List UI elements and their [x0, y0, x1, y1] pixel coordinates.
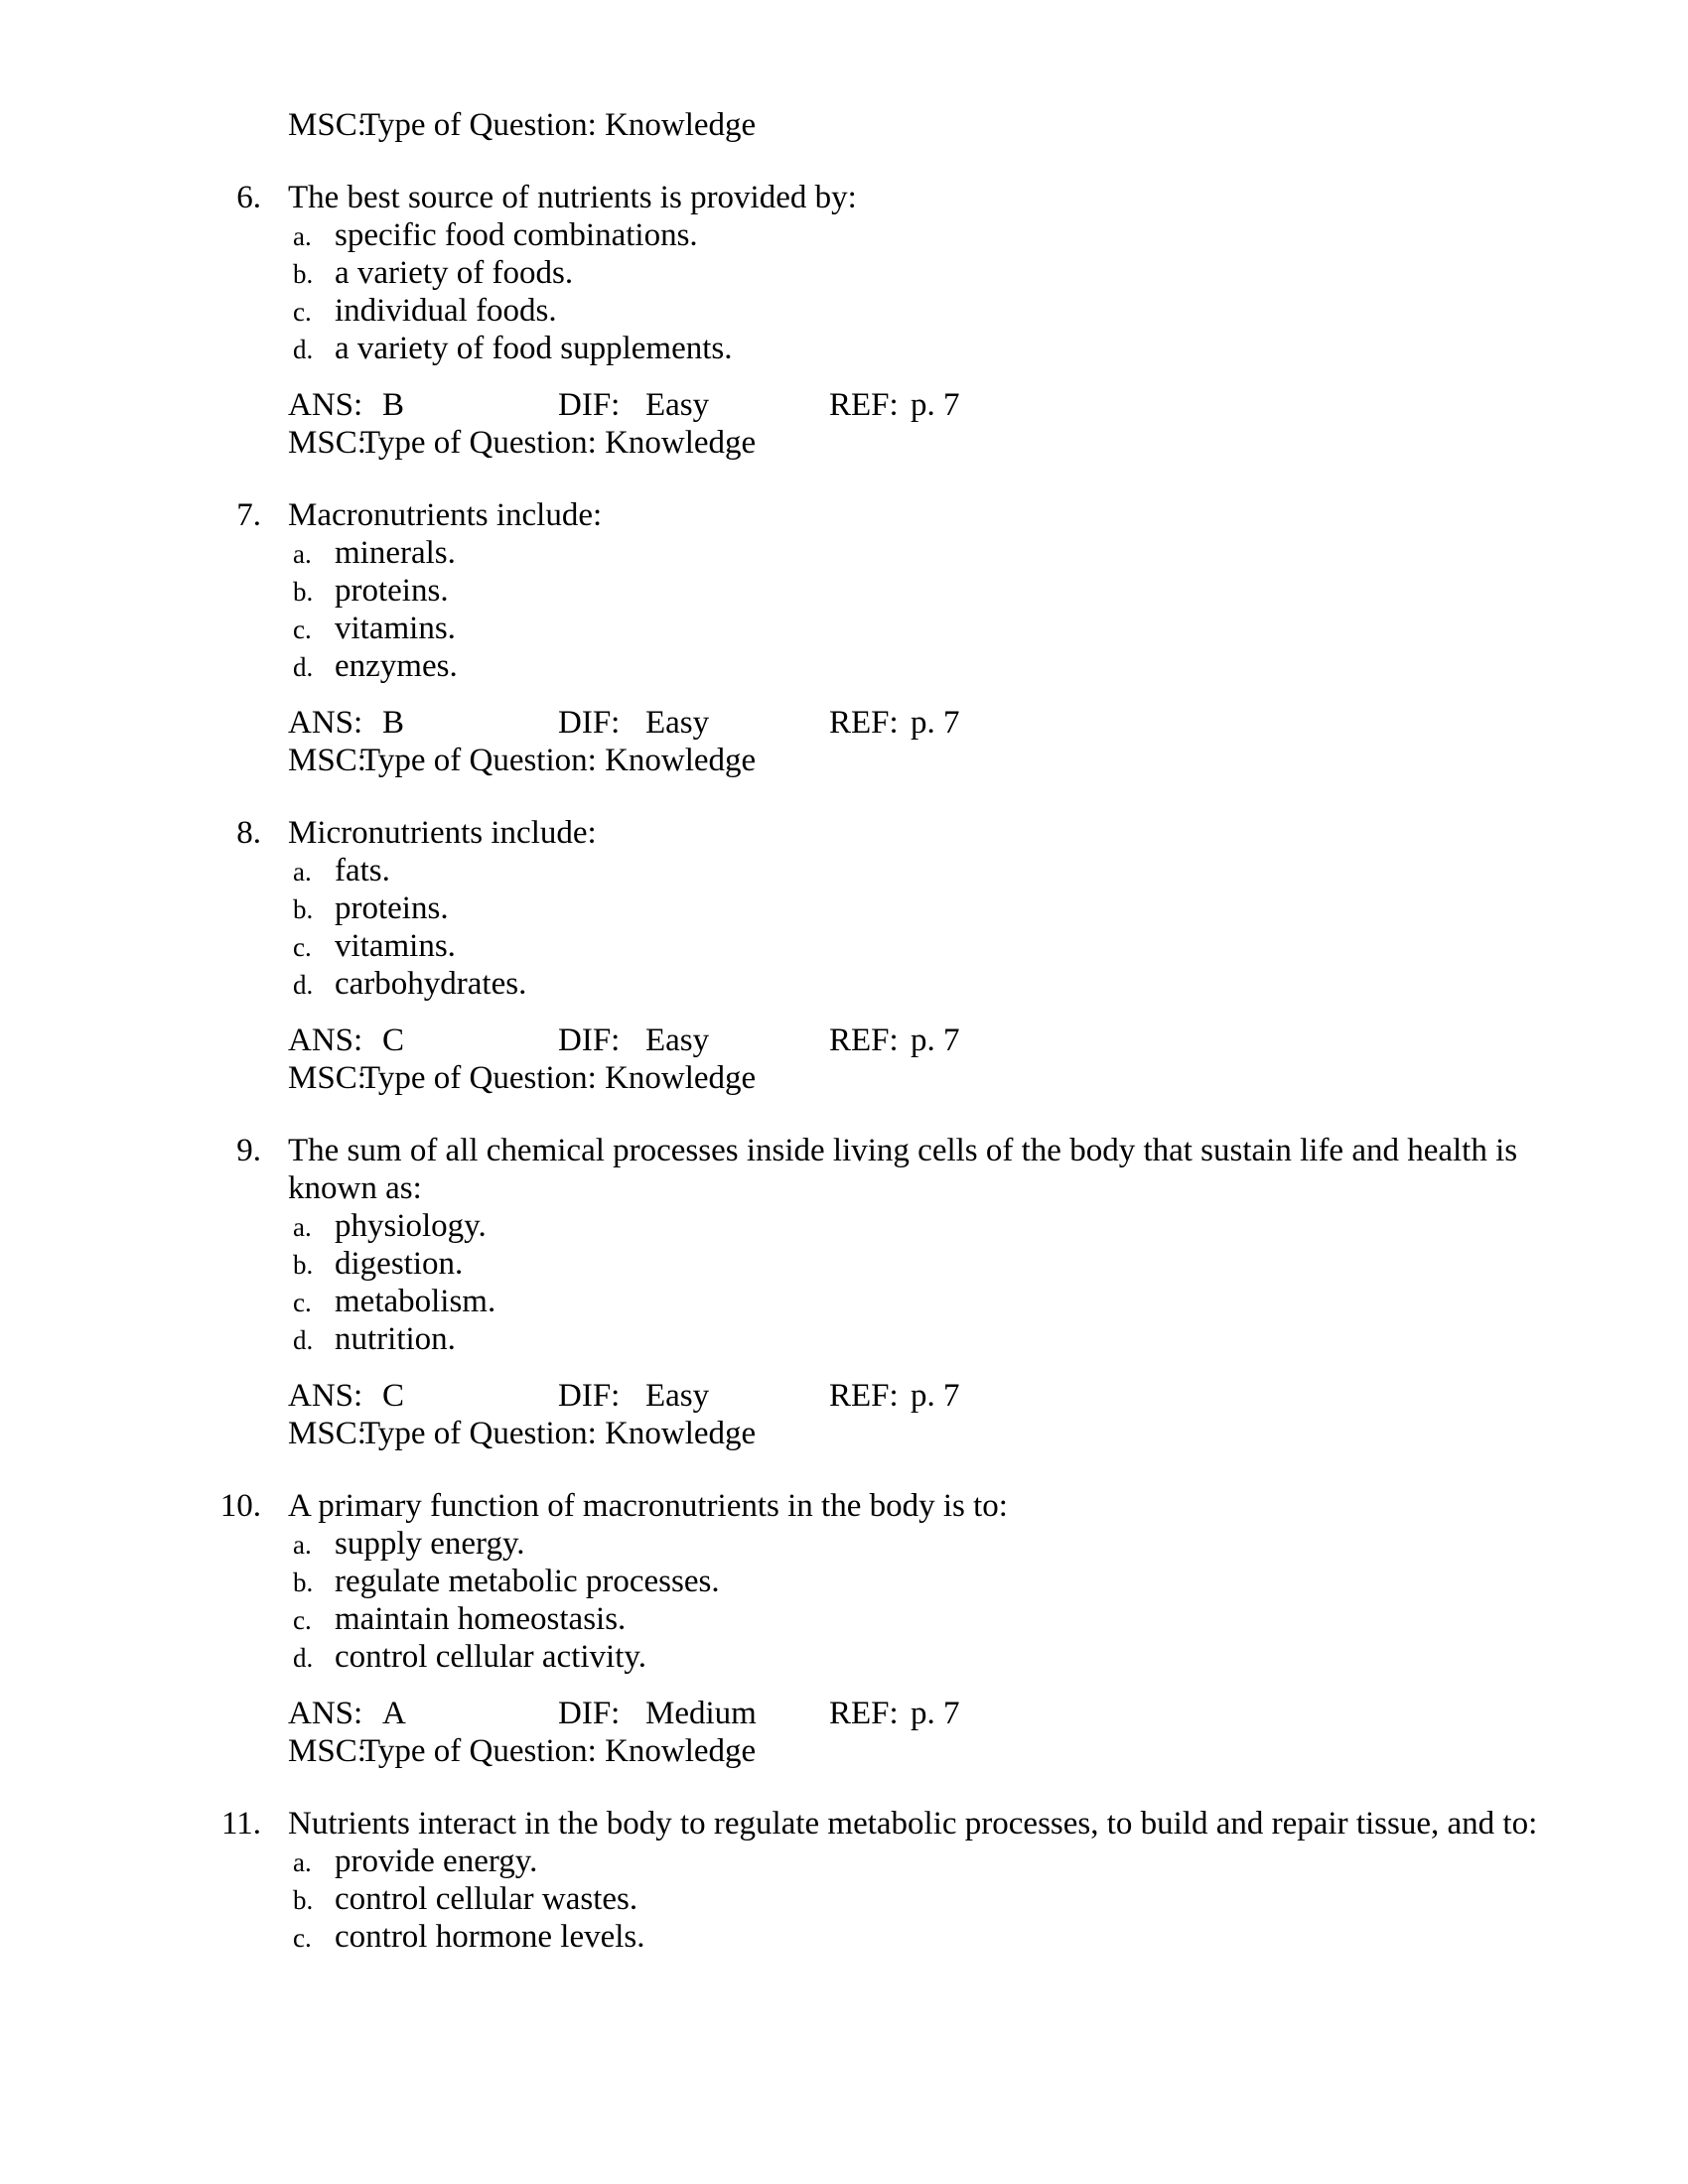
option-text: provide energy. [335, 1843, 538, 1879]
msc-row [288, 1732, 1688, 1770]
reference-label: REF: [829, 705, 899, 741]
msc-label: MSC: [288, 743, 366, 778]
question-block [0, 179, 1688, 462]
option-text: control cellular activity. [335, 1639, 646, 1675]
option-text: enzymes. [335, 648, 458, 684]
answer-value: B [382, 387, 405, 423]
option-row [293, 610, 1688, 647]
answer-value: A [382, 1696, 406, 1731]
option-text: a variety of food supplements. [335, 331, 733, 366]
answer-label: ANS: [288, 705, 363, 741]
option-row [293, 254, 1688, 292]
difficulty-label: DIF: [558, 1378, 621, 1414]
option-row [293, 647, 1688, 685]
option-text: proteins. [335, 890, 449, 926]
option-row [293, 1320, 1688, 1358]
reference-label: REF: [829, 1696, 899, 1731]
option-letter: b. [293, 1885, 314, 1915]
question-title-line [236, 1132, 1544, 1207]
msc-label: MSC: [288, 425, 366, 461]
answer-row [288, 1695, 1688, 1732]
option-text: vitamins. [335, 611, 456, 646]
option-text: carbohydrates. [335, 966, 527, 1002]
option-row [293, 927, 1688, 965]
msc-value: Type of Question: Knowledge [360, 743, 757, 778]
msc-row [288, 424, 1688, 462]
reference-value: p. 7 [911, 705, 960, 741]
option-letter: b. [293, 577, 314, 607]
option-row [293, 292, 1688, 330]
msc-label: MSC: [288, 107, 366, 143]
msc-value: Type of Question: Knowledge [360, 107, 757, 143]
question-block [0, 1132, 1688, 1452]
answer-row [288, 704, 1688, 742]
answer-label: ANS: [288, 1378, 363, 1414]
options [0, 852, 1688, 1003]
difficulty-value: Easy [645, 387, 710, 423]
option-letter: d. [293, 1325, 314, 1355]
option-row [293, 1600, 1688, 1638]
question-title-line [236, 814, 1544, 852]
options [0, 1207, 1688, 1358]
option-row [293, 852, 1688, 889]
question-text: The best source of nutrients is provided by: [288, 180, 857, 215]
option-letter: c. [293, 1605, 312, 1635]
option-letter: c. [293, 297, 312, 327]
question-text: Nutrients interact in the body to regulate metabolic processes, to build and repair tissue, and to: [288, 1806, 1538, 1842]
option-text: specific food combinations. [335, 217, 698, 253]
question-block [0, 496, 1688, 779]
option-row [293, 1563, 1688, 1600]
option-row [293, 330, 1688, 367]
msc-row [288, 742, 1688, 779]
reference-label: REF: [829, 387, 899, 423]
option-text: a variety of foods. [335, 255, 574, 291]
answer-row [288, 1377, 1688, 1415]
option-text: fats. [335, 853, 390, 888]
option-letter: a. [293, 857, 312, 887]
reference-value: p. 7 [911, 1378, 960, 1414]
difficulty-value: Medium [645, 1696, 757, 1731]
option-letter: b. [293, 1250, 314, 1280]
question-text: A primary function of macronutrients in the body is to: [288, 1488, 1008, 1524]
difficulty-label: DIF: [558, 1696, 621, 1731]
option-letter: c. [293, 1288, 312, 1317]
option-letter: b. [293, 1568, 314, 1597]
question-title-line [220, 1805, 1544, 1843]
answer-value: B [382, 705, 405, 741]
option-letter: a. [293, 221, 312, 251]
option-letter: c. [293, 932, 312, 962]
answer-value: C [382, 1023, 405, 1058]
option-text: metabolism. [335, 1284, 496, 1319]
difficulty-label: DIF: [558, 705, 621, 741]
option-text: physiology. [335, 1208, 487, 1244]
options [0, 534, 1688, 685]
options [0, 1843, 1688, 1956]
option-row [293, 1207, 1688, 1245]
option-row [293, 534, 1688, 572]
option-text: regulate metabolic processes. [335, 1564, 720, 1599]
option-letter: c. [293, 614, 312, 644]
question-number: 10. [219, 1488, 261, 1524]
option-letter: b. [293, 894, 314, 924]
question-block [0, 814, 1688, 1097]
option-row [293, 1525, 1688, 1563]
option-letter: b. [293, 259, 314, 289]
difficulty-label: DIF: [558, 1023, 621, 1058]
option-text: proteins. [335, 573, 449, 609]
question-number: 9. [236, 1133, 261, 1168]
difficulty-label: DIF: [558, 387, 621, 423]
msc-value: Type of Question: Knowledge [360, 425, 757, 461]
option-row [293, 1880, 1688, 1918]
reference-label: REF: [829, 1378, 899, 1414]
msc-value: Type of Question: Knowledge [360, 1060, 757, 1096]
answer-value: C [382, 1378, 405, 1414]
option-text: control cellular wastes. [335, 1881, 638, 1917]
option-letter: d. [293, 652, 314, 682]
option-letter: c. [293, 1923, 312, 1953]
answer-label: ANS: [288, 1696, 363, 1731]
reference-value: p. 7 [911, 1023, 960, 1058]
option-text: supply energy. [335, 1526, 525, 1562]
option-row [293, 1638, 1688, 1676]
msc-row [288, 1059, 1688, 1097]
answer-label: ANS: [288, 1023, 363, 1058]
options [0, 216, 1688, 367]
question-text: Macronutrients include: [288, 497, 603, 533]
header-msc-row [288, 106, 1688, 144]
option-letter: a. [293, 1212, 312, 1242]
answer-row [288, 1022, 1688, 1059]
option-text: vitamins. [335, 928, 456, 964]
option-row [293, 216, 1688, 254]
option-letter: a. [293, 1847, 312, 1877]
msc-value: Type of Question: Knowledge [360, 1733, 757, 1769]
questions [0, 179, 1688, 1956]
msc-row [288, 1415, 1688, 1452]
question-number: 11. [220, 1806, 261, 1842]
option-letter: d. [293, 1643, 314, 1673]
msc-label: MSC: [288, 1733, 366, 1769]
reference-value: p. 7 [911, 1696, 960, 1731]
reference-value: p. 7 [911, 387, 960, 423]
option-row [293, 1918, 1688, 1956]
question-text: The sum of all chemical processes inside living cells of the body that sustain life and health is known as: [288, 1133, 1518, 1206]
question-number: 7. [236, 497, 261, 533]
question-title-line [236, 496, 1544, 534]
difficulty-value: Easy [645, 705, 710, 741]
answer-label: ANS: [288, 387, 363, 423]
option-letter: a. [293, 1530, 312, 1560]
option-row [293, 572, 1688, 610]
difficulty-value: Easy [645, 1378, 710, 1414]
reference-label: REF: [829, 1023, 899, 1058]
option-letter: d. [293, 970, 314, 1000]
option-letter: a. [293, 539, 312, 569]
question-number: 6. [236, 180, 261, 215]
option-text: individual foods. [335, 293, 557, 329]
question-number: 8. [236, 815, 261, 851]
msc-label: MSC: [288, 1060, 366, 1096]
option-text: control hormone levels. [335, 1919, 645, 1955]
question-block [0, 1805, 1688, 1956]
option-row [293, 1843, 1688, 1880]
question-text: Micronutrients include: [288, 815, 597, 851]
option-letter: d. [293, 335, 314, 364]
question-title-line [236, 179, 1544, 216]
option-text: nutrition. [335, 1321, 456, 1357]
option-row [293, 889, 1688, 927]
options [0, 1525, 1688, 1676]
answer-row [288, 386, 1688, 424]
msc-value: Type of Question: Knowledge [360, 1416, 757, 1451]
question-block [0, 1487, 1688, 1770]
option-row [293, 1245, 1688, 1283]
question-title-line [219, 1487, 1544, 1525]
option-text: maintain homeostasis. [335, 1601, 627, 1637]
msc-label: MSC: [288, 1416, 366, 1451]
option-text: digestion. [335, 1246, 464, 1282]
difficulty-value: Easy [645, 1023, 710, 1058]
option-row [293, 1283, 1688, 1320]
option-row [293, 965, 1688, 1003]
option-text: minerals. [335, 535, 456, 571]
